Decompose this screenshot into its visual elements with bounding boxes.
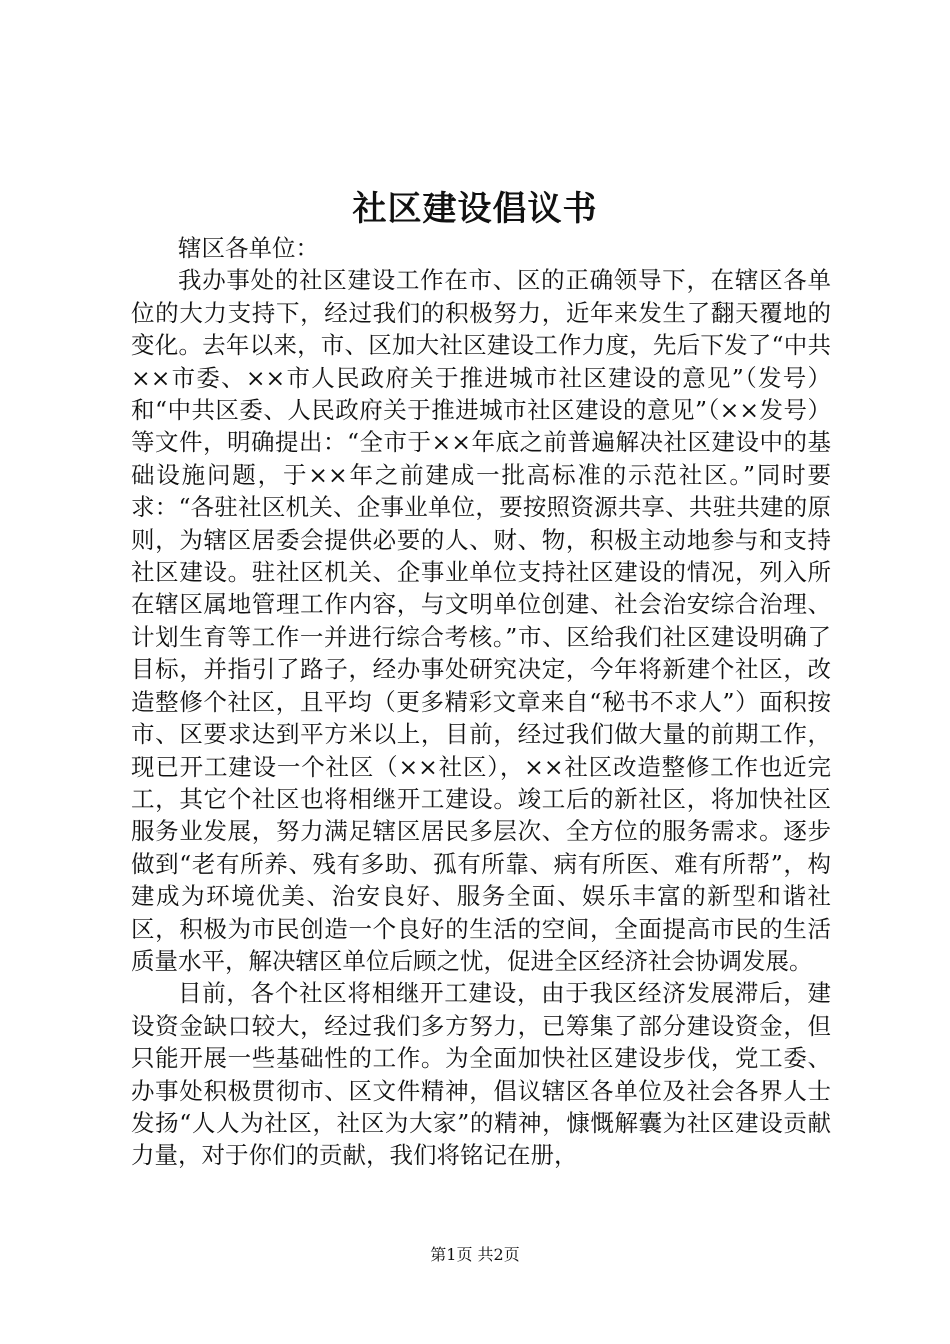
salutation: 辖区各单位：: [178, 234, 319, 262]
document-title: 社区建设倡议书: [352, 189, 598, 229]
paragraph-2: 目前，各个社区将相继开工建设，由于我区经济发展滞后，建设资金缺口较大，经过我们多方努力，已筹集了部分建设资金，但只能开展一些基础性的工作。为全面加快社区建设步伐，党工委、办事处积极贯彻市、区文件精神，倡议辖区各单位及社会各界人士发扬“人人为社区，社区为大家”的精神，慷慨解囊为社区建设贡献力量，对于你们的贡献，我们将铭记在册，: [131, 979, 831, 1170]
page-footer: 第1页 共2页: [430, 1245, 520, 1264]
paragraph-1: 我办事处的社区建设工作在市、区的正确领导下，在辖区各单位的大力支持下，经过我们的积极努力，近年来发生了翻天覆地的变化。去年以来，市、区加大社区建设工作力度，先后下发了“中共××市委、××市人民政府关于推进城市社区建设的意见”（发号）和“中共区委、人民政府关于推进城市社区建设的意见”（××发号）等文件，明确提出：“全市于××年底之前普遍解决社区建设中的基础设施问题，于××年之前建成一批高标准的示范社区。”同时要求：“各驻社区机关、企事业单位，要按照资源共享、共驻共建的原则，为辖区居委会提供必要的人、财、物，积极主动地参与和支持社区建设。驻社区机关、企事业单位支持社区建设的情况，列入所在辖区属地管理工作内容，与文明单位创建、社会治安综合治理、计划生育等工作一并进行综合考核。”市、区给我们社区建设明确了目标，并指引了路子，经办事处研究决定，今年将新建个社区，改造整修个社区，且平均（更多精彩文章来自“秘书不求人”）面积按市、区要求达到平方米以上，目前，经过我们做大量的前期工作，现已开工建设一个社区（××社区），××社区改造整修工作也近完工，其它个社区也将相继开工建设。竣工后的新社区，将加快社区服务业发展，努力满足辖区居民多层次、全方位的服务需求。逐步做到“老有所养、残有多助、孤有所靠、病有所医、难有所帮”，构建成为环境优美、治安良好、服务全面、娱乐丰富的新型和谐社区，积极为市民创造一个良好的生活的空间，全面提高市民的生活质量水平，解决辖区单位后顾之忧，促进全区经济社会协调发展。: [131, 266, 831, 975]
document-body: [131, 232, 831, 1172]
